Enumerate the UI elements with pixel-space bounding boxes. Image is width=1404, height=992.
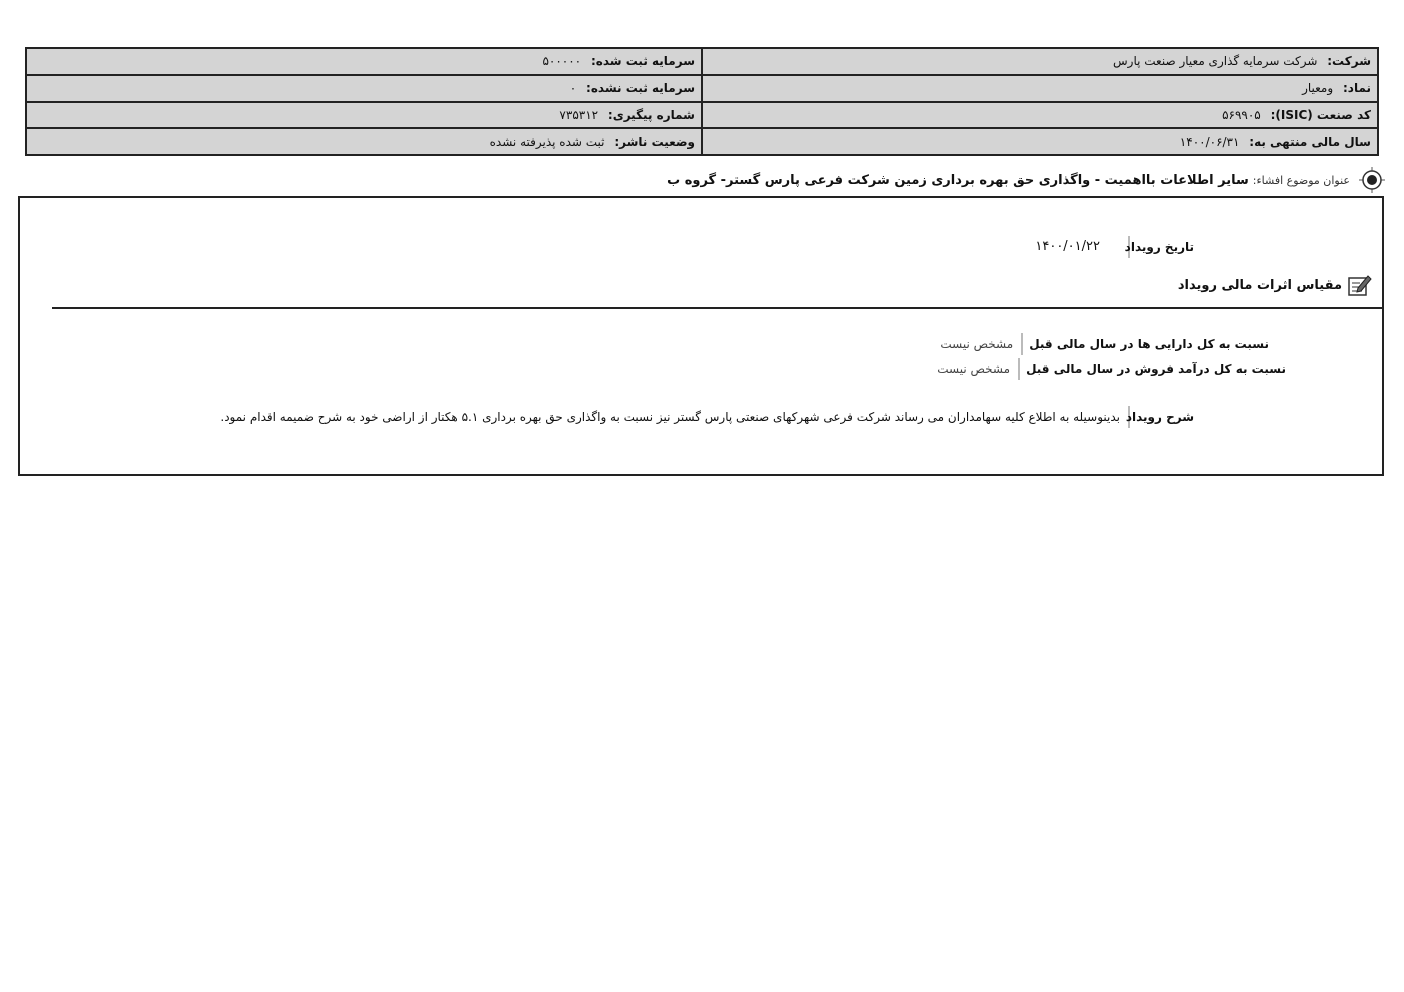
- info-row: [26, 75, 1378, 102]
- fiscal-year-label: سال مالی منتهی به:: [1249, 134, 1371, 149]
- company-value: شرکت سرمایه گذاری معیار صنعت پارس: [1113, 54, 1318, 69]
- symbol-value: ومعیار: [1302, 81, 1334, 96]
- target-icon: [1358, 166, 1386, 194]
- isic-value: ۵۶۹۹۰۵: [1222, 107, 1261, 122]
- event-description-value: بدینوسیله به اطلاع کلیه سهامداران می رساند شرکت فرعی شهرکهای صنعتی پارس گستر نیز نسبت به واگذاری حق بهره برداری ۵.۱ هکتار از اراضی خود به شرح ضمیمه اقدام نمود.: [220, 410, 1120, 424]
- ratio-assets-label: نسبت به کل دارایی ها در سال مالی قبل: [1021, 333, 1269, 355]
- company-info-table: [25, 47, 1379, 156]
- ratio-revenue-value: مشخص نیست: [937, 362, 1011, 376]
- event-description-row: [220, 406, 1194, 428]
- event-details-panel: [18, 196, 1384, 476]
- registered-capital-value: ۵۰۰۰۰۰: [542, 54, 582, 69]
- section-divider: [52, 307, 1382, 309]
- unregistered-capital-label: سرمایه ثبت نشده:: [586, 81, 695, 96]
- registered-capital-label: سرمایه ثبت شده:: [590, 54, 695, 69]
- event-date-label: تاریخ رویداد: [1128, 236, 1194, 258]
- registered-capital-cell: [26, 48, 702, 75]
- company-cell: [702, 48, 1378, 75]
- publisher-status-value: ثبت شده پذیرفته نشده: [489, 134, 605, 149]
- publisher-status-label: وضعیت ناشر:: [614, 134, 695, 149]
- symbol-label: نماد:: [1342, 81, 1371, 96]
- event-date-value: ۱۴۰۰/۰۱/۲۲: [1035, 239, 1100, 254]
- ratio-revenue-label: نسبت به کل درآمد فروش در سال مالی قبل: [1018, 358, 1286, 380]
- fiscal-year-cell: [702, 128, 1378, 155]
- unregistered-capital-cell: [26, 75, 702, 102]
- tracking-label: شماره پیگیری:: [607, 107, 695, 122]
- event-description-label: شرح رویداد: [1128, 406, 1194, 428]
- publisher-status-cell: [26, 128, 702, 155]
- ratio-revenue-row: [937, 358, 1286, 380]
- event-date-row: [1035, 236, 1194, 258]
- fiscal-year-value: ۱۴۰۰/۰۶/۳۱: [1179, 134, 1240, 149]
- symbol-cell: [702, 75, 1378, 102]
- isic-cell: [702, 102, 1378, 129]
- company-label: شرکت:: [1327, 54, 1371, 69]
- info-row: [26, 48, 1378, 75]
- ratio-assets-row: [940, 333, 1269, 355]
- financial-effects-title: مقیاس اثرات مالی رویداد: [1177, 277, 1342, 293]
- unregistered-capital-value: ۰: [569, 81, 577, 96]
- info-row: [26, 102, 1378, 129]
- subject-label: عنوان موضوع افشاء:: [1252, 173, 1350, 187]
- ratio-assets-value: مشخص نیست: [940, 337, 1014, 351]
- subject-header: [667, 166, 1386, 194]
- info-row: [26, 128, 1378, 155]
- isic-label: کد صنعت (ISIC):: [1270, 107, 1371, 122]
- financial-effects-header: [1178, 272, 1372, 298]
- tracking-value: ۷۳۵۳۱۲: [559, 107, 599, 122]
- subject-title: سایر اطلاعات بااهمیت - واگذاری حق بهره برداری زمین شرکت فرعی پارس گستر- گروه ب: [667, 172, 1249, 188]
- edit-icon: [1346, 272, 1372, 298]
- tracking-cell: [26, 102, 702, 129]
